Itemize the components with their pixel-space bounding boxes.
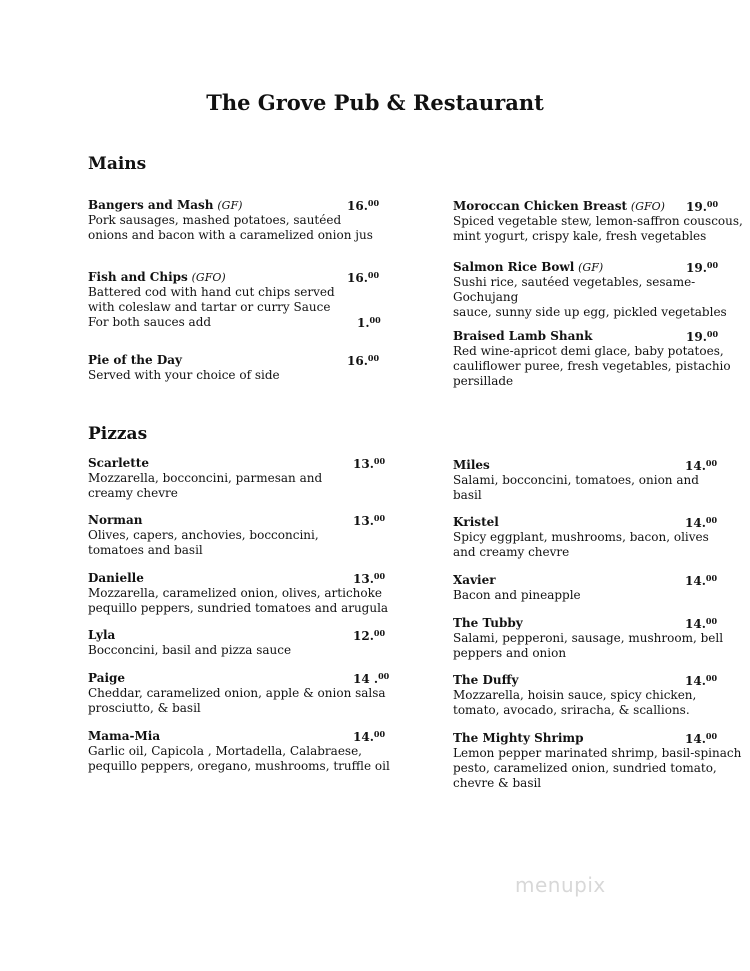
item-price-cents: 00 <box>373 729 386 739</box>
item-price-amount: 13. <box>353 514 374 528</box>
item-price-amount: 19. <box>686 261 707 275</box>
item-price-amount: 14. <box>353 730 374 744</box>
item-name: The Duffy <box>453 673 519 687</box>
dietary-tag: (GF) <box>217 199 243 212</box>
item-description-line: Bacon and pineapple <box>453 588 581 602</box>
item-price-cents: 00 <box>373 571 386 581</box>
item-description-line: chevre & basil <box>453 776 542 790</box>
menu-item <box>453 673 696 718</box>
item-description-line: Sushi rice, sautéed vegetables, sesame-Gochujang <box>453 275 696 304</box>
item-description-line: prosciutto, & basil <box>88 701 201 715</box>
item-name: Lyla <box>88 628 116 642</box>
dietary-tag: (GF) <box>578 261 604 274</box>
item-name: Xavier <box>453 573 496 587</box>
item-name: The Tubby <box>453 616 523 630</box>
item-price-cents: 00 <box>378 671 390 681</box>
item-name: Braised Lamb Shank <box>453 329 593 343</box>
item-price-cents: 00 <box>706 260 719 270</box>
item-price <box>685 673 717 688</box>
item-price-cents: 00 <box>367 270 380 280</box>
item-price <box>686 329 718 344</box>
addon-price-cents: 00 <box>369 315 381 325</box>
item-description-line: cauliflower puree, fresh vegetables, pistachio <box>453 359 731 373</box>
item-description-line: creamy chevre <box>88 486 178 500</box>
menu-item <box>88 270 335 330</box>
item-description-line: Red wine-apricot demi glace, baby potatoes, <box>453 344 724 358</box>
item-description-line: peppers and onion <box>453 646 567 660</box>
item-price-amount: 19. <box>686 200 707 214</box>
item-price-amount: 14. <box>685 732 706 746</box>
item-description-line: sauce, sunny side up egg, pickled vegetables <box>453 305 727 319</box>
item-name: Norman <box>88 513 143 527</box>
menu-item <box>88 353 280 383</box>
item-price-amount: 16. <box>347 199 368 213</box>
item-name: Paige <box>88 671 126 685</box>
item-name: Kristel <box>453 515 499 529</box>
page-title: The Grove Pub & Restaurant <box>206 90 544 115</box>
item-price <box>353 671 389 686</box>
dietary-tag: (GFO) <box>191 271 226 284</box>
item-description-line: Garlic oil, Capicola , Mortadella, Calabraese, <box>88 744 362 758</box>
menu-item <box>88 571 388 616</box>
item-description-line: Battered cod with hand cut chips served <box>88 285 335 299</box>
menu-item <box>88 729 390 774</box>
item-price <box>353 571 385 586</box>
item-description-line: and creamy chevre <box>453 545 570 559</box>
item-description-line: with coleslaw and tartar or curry Sauce <box>88 300 331 314</box>
item-price-cents: 00 <box>706 329 719 339</box>
item-name: Miles <box>453 458 490 472</box>
item-description-line: Mozzarella, bocconcini, parmesan and <box>88 471 323 485</box>
addon-price-amount: 1. <box>357 316 370 330</box>
item-price-amount: 14. <box>685 674 706 688</box>
addon-price <box>357 315 381 330</box>
item-price-cents: 00 <box>373 513 386 523</box>
item-price <box>685 458 717 473</box>
item-description-line: basil <box>453 488 482 502</box>
item-price-cents: 00 <box>705 573 718 583</box>
item-price-amount: 16. <box>347 354 368 368</box>
item-price <box>685 515 717 530</box>
item-description-line: Cheddar, caramelized onion, apple & onion salsa <box>88 686 386 700</box>
item-price-cents: 00 <box>373 456 386 466</box>
item-price-amount: 14. <box>685 574 706 588</box>
item-price <box>353 628 385 643</box>
item-price-cents: 00 <box>705 673 718 683</box>
item-price-amount: 19. <box>686 330 707 344</box>
item-description-line: pesto, caramelized onion, sundried tomato, <box>453 761 717 775</box>
item-price <box>685 616 717 631</box>
item-price <box>685 731 717 746</box>
item-price-amount: 14. <box>685 617 706 631</box>
item-price <box>686 260 718 275</box>
item-price-amount: 16. <box>347 271 368 285</box>
item-description-line: onions and bacon with a caramelized onion jus <box>88 228 373 242</box>
item-description-line: Olives, capers, anchovies, bocconcini, <box>88 528 319 542</box>
item-description-line: Mozzarella, caramelized onion, olives, artichoke <box>88 586 382 600</box>
item-price-cents: 00 <box>705 515 718 525</box>
menu-item <box>88 198 373 243</box>
item-description-line: Salami, pepperoni, sausage, mushroom, bell <box>453 631 724 645</box>
item-description-line: Served with your choice of side <box>88 368 280 382</box>
menu-item <box>453 573 581 603</box>
section-heading-mains: Mains <box>88 154 147 174</box>
item-price-cents: 00 <box>367 198 380 208</box>
item-description-line: mint yogurt, crispy kale, fresh vegetables <box>453 229 707 243</box>
item-price-amount: 14 . <box>353 672 379 686</box>
item-price-cents: 00 <box>706 199 719 209</box>
menu-item <box>88 456 322 501</box>
item-description-line: Pork sausages, mashed potatoes, sautéed <box>88 213 342 227</box>
item-price-amount: 13. <box>353 457 374 471</box>
item-name: The Mighty Shrimp <box>453 731 584 745</box>
item-price <box>685 573 717 588</box>
menu-item <box>453 616 723 661</box>
item-description-line: tomatoes and basil <box>88 543 203 557</box>
item-name: Mama-Mia <box>88 729 161 743</box>
item-description-line: pequillo peppers, sundried tomatoes and arugula <box>88 601 389 615</box>
item-price <box>347 353 379 368</box>
item-description-line: Mozzarella, hoisin sauce, spicy chicken, <box>453 688 697 702</box>
item-name: Moroccan Chicken Breast <box>453 199 628 213</box>
item-price <box>347 270 379 285</box>
item-description-line: tomato, avocado, sriracha, & scallions. <box>453 703 690 717</box>
item-price-cents: 00 <box>705 458 718 468</box>
item-price-amount: 14. <box>685 459 706 473</box>
item-price-cents: 00 <box>367 353 380 363</box>
menu-item <box>88 671 386 716</box>
item-name: Scarlette <box>88 456 149 470</box>
item-price-amount: 13. <box>353 572 374 586</box>
menu-item <box>88 513 319 558</box>
item-price-cents: 00 <box>705 616 718 626</box>
menu-item <box>453 458 699 503</box>
dietary-tag: (GFO) <box>630 200 665 213</box>
item-name: Danielle <box>88 571 144 585</box>
item-price <box>353 456 385 471</box>
item-price <box>686 199 718 214</box>
item-name: Fish and Chips <box>88 270 188 284</box>
item-name: Salmon Rice Bowl <box>453 260 575 274</box>
item-price-amount: 12. <box>353 629 374 643</box>
item-description-line: For both sauces add <box>88 315 212 329</box>
item-description-line: Bocconcini, basil and pizza sauce <box>88 643 292 657</box>
item-price-amount: 14. <box>685 516 706 530</box>
item-description-line: persillade <box>453 374 514 388</box>
item-price <box>353 729 385 744</box>
item-description-line: Spicy eggplant, mushrooms, bacon, olives <box>453 530 709 544</box>
item-price <box>353 513 385 528</box>
item-description-line: Spiced vegetable stew, lemon-saffron couscous, <box>453 214 743 228</box>
menu-item <box>88 628 291 658</box>
item-price <box>347 198 379 213</box>
item-price-cents: 00 <box>705 731 718 741</box>
item-description-line: Lemon pepper marinated shrimp, basil-spinach <box>453 746 742 760</box>
item-description-line: pequillo peppers, oregano, mushrooms, truffle oil <box>88 759 390 773</box>
item-name: Bangers and Mash <box>88 198 214 212</box>
item-price-cents: 00 <box>373 628 386 638</box>
item-description-line: Salami, bocconcini, tomatoes, onion and <box>453 473 699 487</box>
section-heading-pizzas: Pizzas <box>88 424 148 444</box>
watermark-logo: menupix <box>515 873 606 897</box>
item-name: Pie of the Day <box>88 353 182 367</box>
menu-item <box>453 515 709 560</box>
